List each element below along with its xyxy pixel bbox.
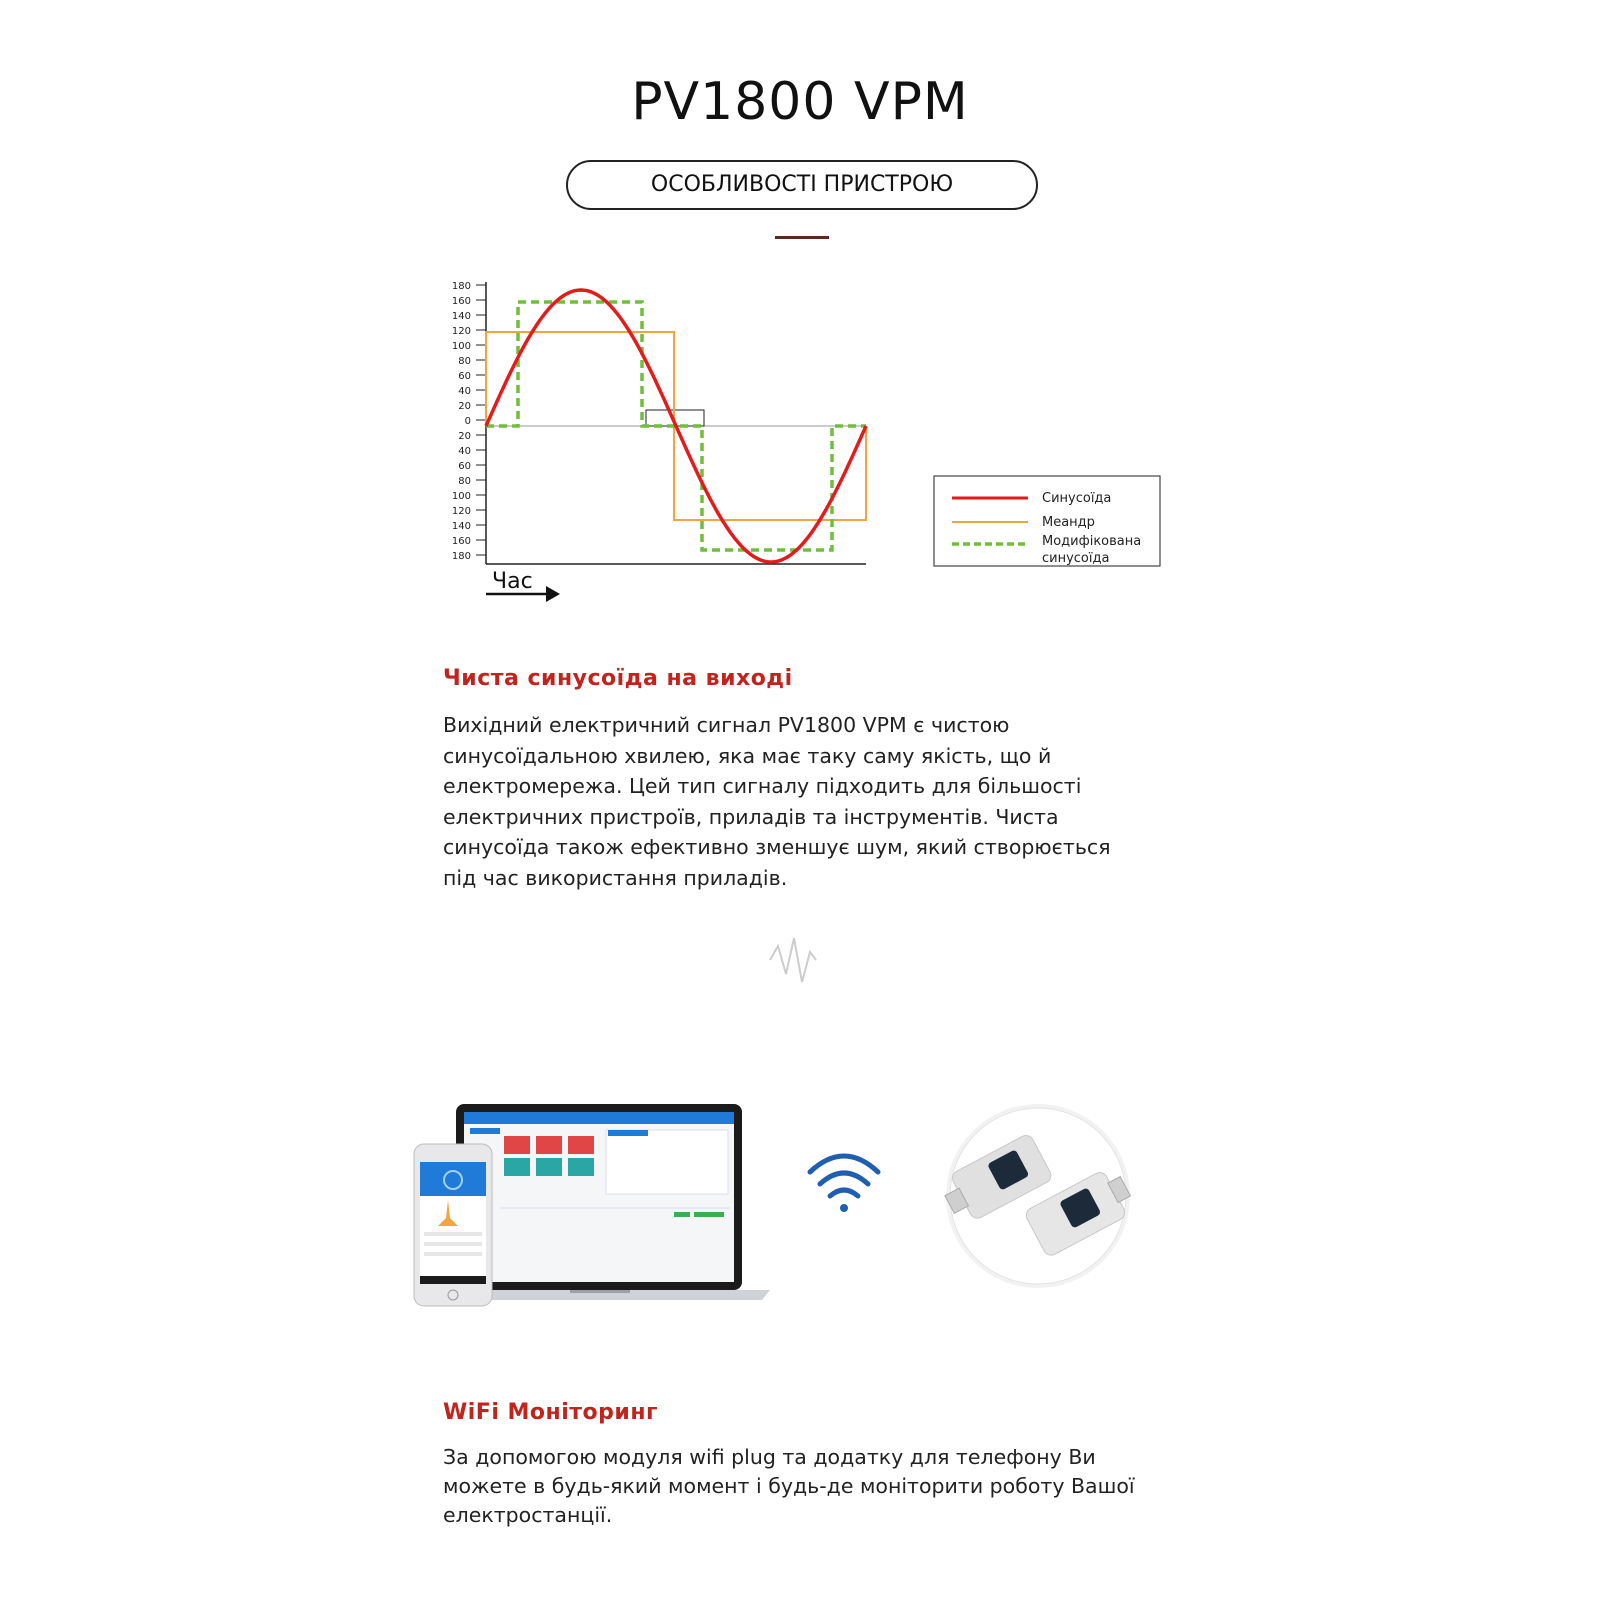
wifi-section-heading: WiFi Моніторинг [443,1400,659,1425]
x-axis-label: Час [492,569,533,594]
legend-label-square: Меандр [1042,515,1095,530]
y-tick-label: 160 [451,296,471,307]
sine-section-body [443,710,1163,893]
y-tick-label: 120 [451,326,471,337]
y-tick-label: 120 [451,506,471,517]
y-tick-label: 180 [451,551,471,562]
y-tick-label: 40 [458,446,471,457]
wifi-body-line: електростанції. [443,1503,613,1527]
accent-divider [775,236,829,239]
wifi-dot [840,1204,848,1212]
y-tick-label: 100 [451,491,471,502]
y-tick-label: 60 [458,461,471,472]
sine-section-heading: Чиста синусоїда на виході [443,666,793,691]
y-axis-ticks [452,281,486,562]
y-tick-label: 20 [458,401,471,412]
sine-body-line: електромережа. Цей тип сигналу підходить для більшості [443,774,1082,798]
wifi-body-line: можете в будь-який момент і будь-де моніторити роботу Вашої [443,1474,1135,1498]
y-tick-label: 20 [458,431,471,442]
y-tick-label: 100 [451,341,471,352]
sine-body-line: під час використання приладів. [443,865,788,890]
pulse-divider [480,930,1100,990]
y-tick-label: 80 [458,356,471,367]
wifi-body-line: За допомогою модуля wifi plug та додатку для телефону Ви [443,1445,1096,1469]
legend-label-sine: Синусоїда [1042,491,1112,506]
waveform-chart [420,270,1170,610]
y-tick-label: 180 [451,281,471,292]
phone-image [414,1144,492,1306]
y-tick-label: 140 [451,311,471,322]
wifi-plug-image [937,1104,1138,1288]
wifi-icon [810,1156,878,1196]
wifi-illustration [410,1100,1160,1340]
sine-body-line: електричних пристроїв, приладів та інструментів. Чиста [443,804,1059,829]
sine-body-line: синусоїдальною хвилею, яка має таку саму якість, що й [443,743,1052,768]
legend-label-modified-2: синусоїда [1042,551,1110,566]
sine-body-line: Вихідний електричний сигнал PV1800 VPM є чистою [443,713,1010,737]
y-tick-label: 80 [458,476,471,487]
legend-label-modified-1: Модифікована [1042,534,1142,549]
features-pill: ОСОБЛИВОСТІ ПРИСТРОЮ [566,160,1038,210]
wifi-section-body [443,1443,1173,1530]
y-tick-label: 40 [458,386,471,397]
y-tick-label: 160 [451,536,471,547]
y-tick-label: 0 [464,416,471,427]
time-arrow-head [546,586,560,602]
y-tick-label: 140 [451,521,471,532]
legend [934,476,1160,566]
page-title: PV1800 VPM [631,72,969,132]
sine-body-line: синусоїда також ефективно зменшує шум, який створюється [443,835,1111,859]
y-tick-label: 60 [458,371,471,382]
